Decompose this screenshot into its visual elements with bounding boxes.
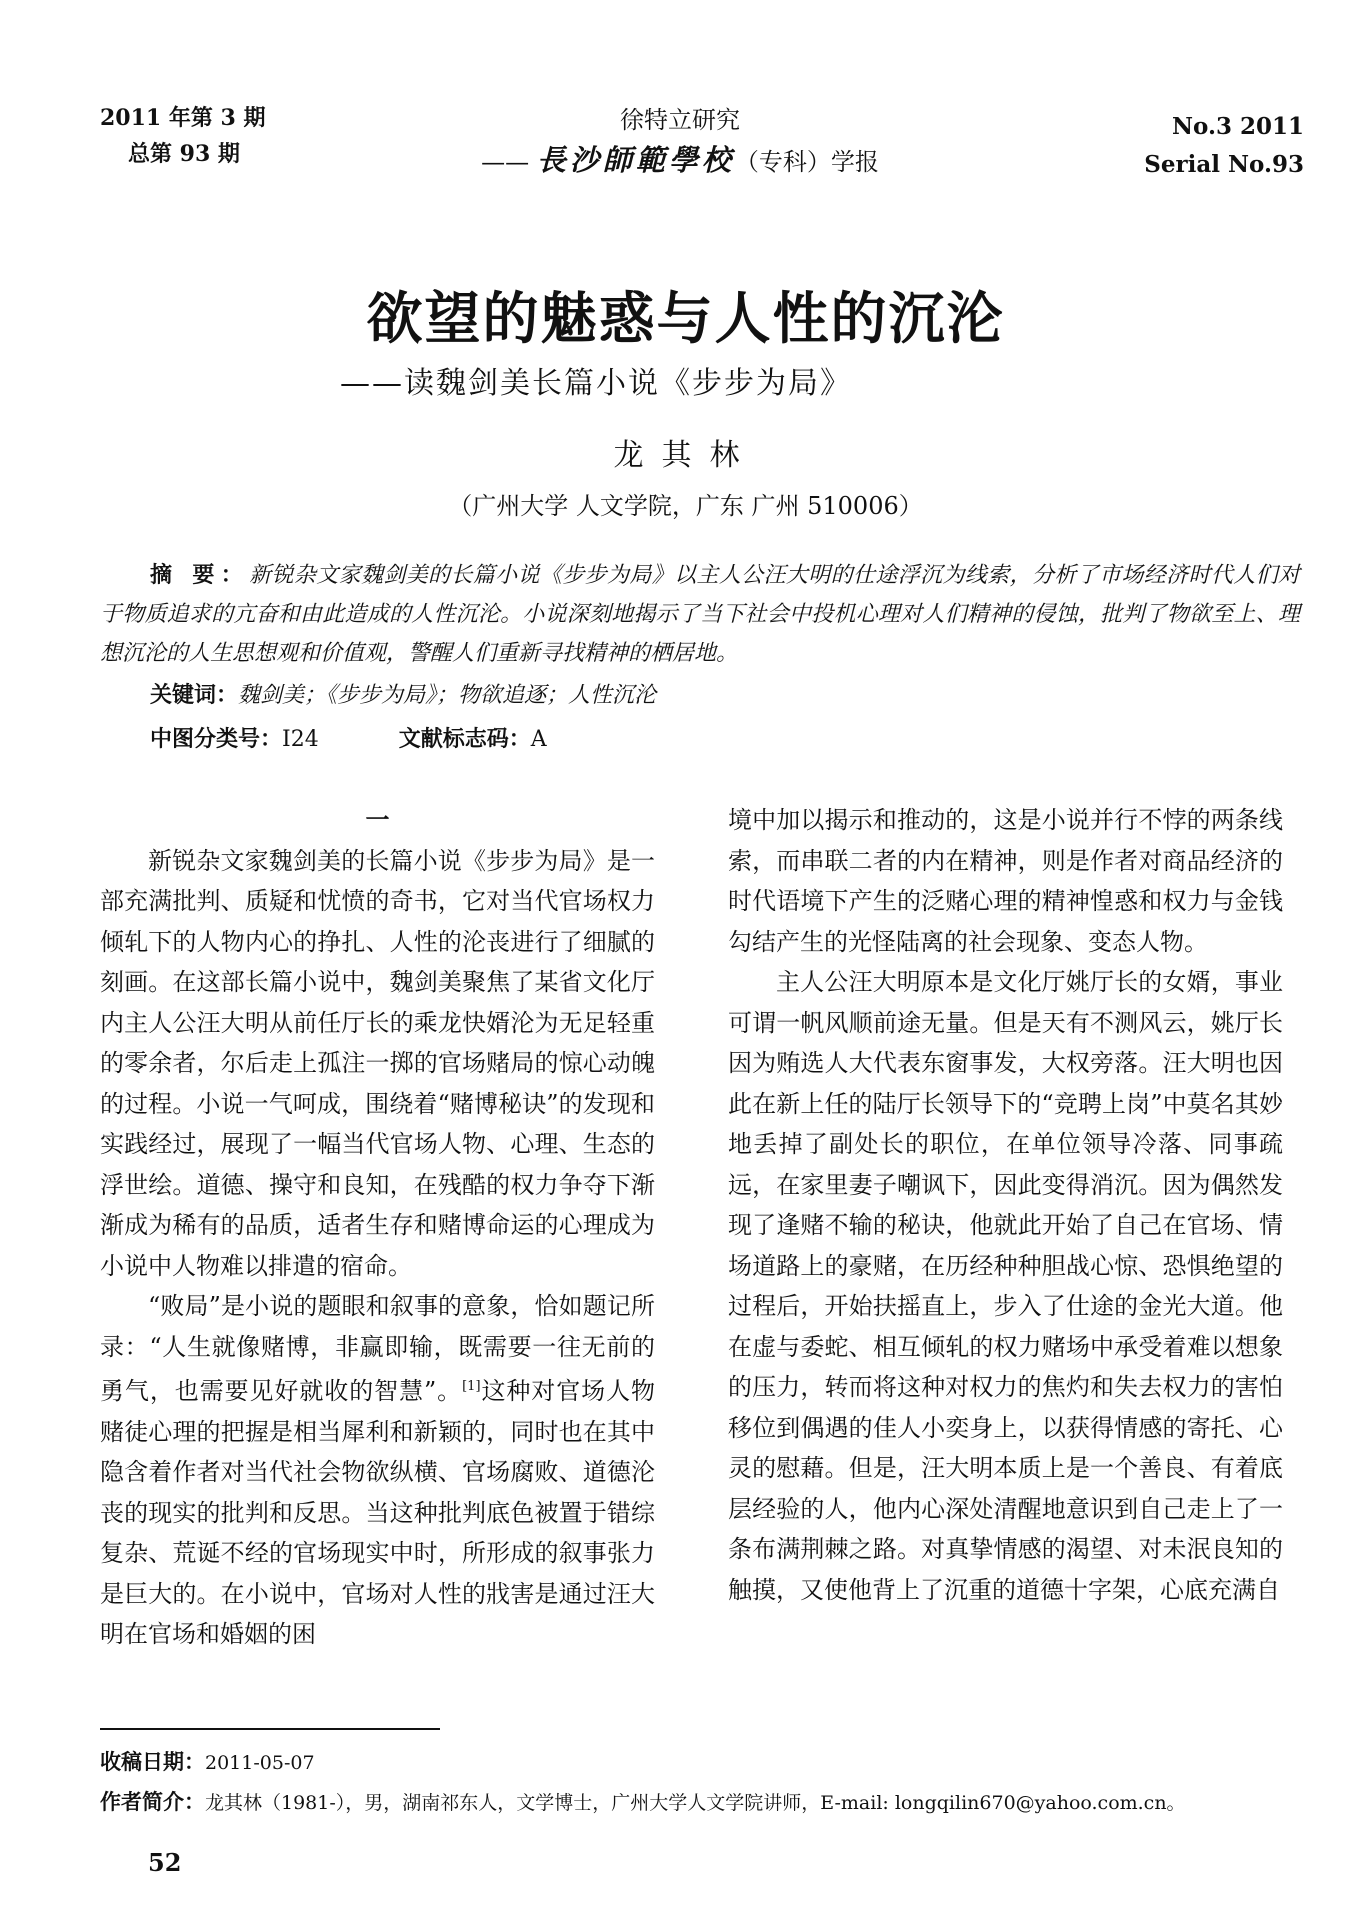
- footnote-divider: [100, 1728, 440, 1730]
- journal-top: 徐特立研究: [620, 106, 740, 134]
- issue-number: 2011 年第 3 期: [100, 105, 266, 131]
- section-heading: 一: [365, 805, 390, 834]
- issue-info-en: [1120, 108, 1304, 184]
- classification: [150, 722, 547, 753]
- serial-number-en: Serial No.93: [1144, 151, 1304, 178]
- abstract: [100, 556, 1300, 673]
- journal-dash: ——: [481, 148, 530, 176]
- paragraph-text: “败局”是小说的题眼和叙事的意象，恰如题记所录：“人生就像赌博，非赢即输，既需要一往无前的勇气，也需要见好就收的智慧”。: [100, 1292, 655, 1405]
- clc-label: 中图分类号：: [150, 726, 283, 752]
- clc-value: I24: [282, 727, 319, 752]
- page-number: 52: [148, 1848, 182, 1877]
- abstract-text: 新锐杂文家魏剑美的长篇小说《步步为局》以主人公汪大明的仕途浮沉为线索，分析了市场经济时代人们对于物质追求的亢奋和由此造成的人性沉沦。小说深刻地揭示了当下社会中投机心理对人们精神的侵蚀，批判了物欲至上、理想沉沦的人生思想观和价值观，警醒人们重新寻找精神的栖居地。: [100, 563, 1300, 666]
- paragraph: 境中加以揭示和推动的，这是小说并行不悖的两条线索，而串联二者的内在精神，则是作者对商品经济的时代语境下产生的泛赌心理的精神惶惑和权力与金钱勾结产生的光怪陆离的社会现象、变态人物。: [728, 806, 1283, 956]
- keywords-label: 关键词：: [150, 682, 239, 708]
- received-label: 收稿日期：: [100, 1749, 205, 1774]
- paragraph: [100, 1286, 655, 1655]
- paragraph: 新锐杂文家魏剑美的长篇小说《步步为局》是一部充满批判、质疑和忧愤的奇书，它对当代官场权力倾轧下的人物内心的挣扎、人性的沦丧进行了细腻的刻画。在这部长篇小说中，魏剑美聚焦了某省文化厅内主人公汪大明从前任厅长的乘龙快婿沦为无足轻重的零余者，尔后走上孤注一掷的官场赌局的惊心动魄的过程。小说一气呵成，围绕着“赌博秘诀”的发现和实践经过，展现了一幅当代官场人物、心理、生态的浮世绘。道德、操守和良知，在残酷的权力争夺下渐渐成为稀有的品质，适者生存和赌博命运的心理成为小说中人物难以排遣的宿命。: [100, 846, 655, 1280]
- paragraph: 主人公汪大明原本是文化厅姚厅长的女婿，事业可谓一帆风顺前途无量。但是天有不测风云，姚厅长因为贿选人大代表东窗事发，大权旁落。汪大明也因此在新上任的陆厅长领导下的“竞聘上岗”中莫名其妙地丢掉了副处长的职位，在单位领导冷落、同事疏远，在家里妻子嘲讽下，因此变得消沉。因为偶然发现了逢赌不输的秘诀，他就此开始了自己在官场、情场道路上的豪赌，在历经种种胆战心惊、恐惧绝望的过程后，开始扶摇直上，步入了仕途的金光大道。他在虚与委蛇、相互倾轧的权力赌场中承受着难以想象的压力，转而将这种对权力的焦灼和失去权力的害怕移位到偶遇的佳人小奕身上，以获得情感的寄托、心灵的慰藉。但是，汪大明本质上是一个善良、有着底层经验的人，他内心深处清醒地意识到自己走上了一条布满荆棘之路。对真挚情感的渴望、对未泯良知的触摸，又使他背上了沉重的道德十字架，心底充满自: [728, 968, 1283, 1604]
- body-column-left: [100, 800, 655, 1655]
- author-affiliation: （广州大学 人文学院，广东 广州 510006）: [448, 492, 923, 520]
- serial-number: 总第 93 期: [128, 141, 240, 167]
- citation: [1]: [462, 1379, 481, 1394]
- author-name: 龙其林: [613, 438, 758, 473]
- journal-line: [440, 140, 920, 182]
- body-column-right: [728, 800, 1283, 1610]
- journal-name: [440, 100, 920, 182]
- issue-info: [100, 100, 266, 172]
- received-date: [100, 1746, 315, 1776]
- article-subtitle: ——读魏剑美长篇小说《步步为局》: [340, 366, 852, 401]
- issue-number-en: No.3 2011: [1172, 113, 1304, 140]
- journal-brand: 長沙師範學校: [536, 143, 735, 177]
- bio-label: 作者简介：: [100, 1789, 205, 1814]
- keywords: [150, 678, 656, 709]
- bio-text: 龙其林（1981-），男，湖南祁东人，文学博士，广州大学人文学院讲师，E-mail: longqilin670@yahoo.com.cn。: [205, 1792, 1186, 1814]
- abstract-label: 摘 要：: [150, 562, 250, 588]
- paragraph-text: 这种对官场人物赌徒心理的把握是相当犀利和新颖的，同时也在其中隐含着作者对当代社会物欲纵横、官场腐败、道德沦丧的现实的批判和反思。当这种批判底色被置于错综复杂、荒诞不经的官场现实中时，所形成的叙事张力是巨大的。在小说中，官场对人性的戕害是通过汪大明在官场和婚姻的困: [100, 1377, 655, 1648]
- journal-suffix: （专科）学报: [734, 148, 879, 176]
- article-title: 欲望的魅惑与人性的沉沦: [366, 286, 1005, 352]
- doc-code-value: A: [530, 727, 547, 752]
- doc-code-label: 文献标志码：: [398, 726, 531, 752]
- keywords-text: 魏剑美；《步步为局》；物欲追逐；人性沉沦: [238, 683, 657, 708]
- author-bio: [100, 1786, 1186, 1816]
- received-value: 2011-05-07: [205, 1752, 315, 1774]
